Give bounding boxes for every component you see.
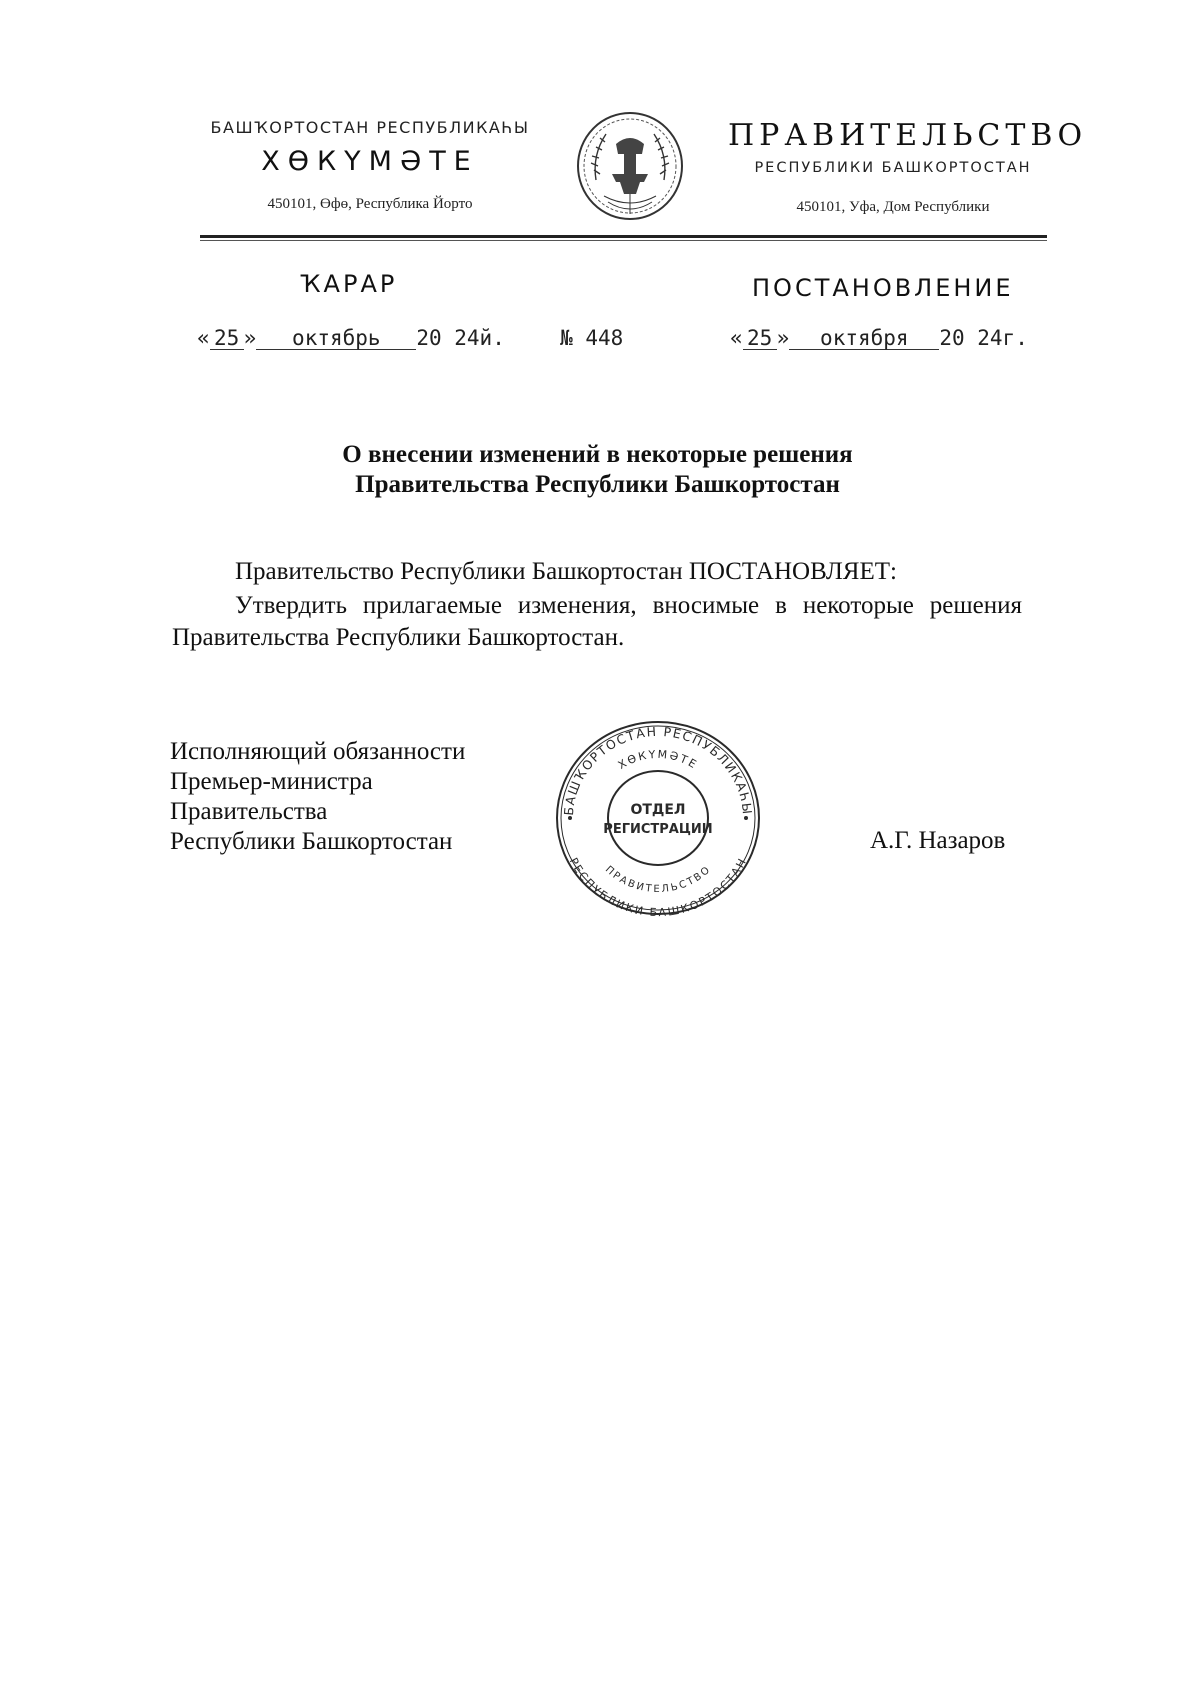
date-right-year-prefix: 20 bbox=[939, 326, 965, 350]
header-divider-thick bbox=[200, 235, 1047, 238]
signature-position-line1: Исполняющий обязанности bbox=[170, 738, 466, 765]
stamp-center-line2: РЕГИСТРАЦИИ bbox=[603, 822, 713, 837]
stamp-star-left-icon bbox=[568, 816, 572, 820]
date-right-day: 25 bbox=[743, 327, 777, 350]
stamp-outer-bottom-text: РЕСПУБЛИКИ БАШКОРТОСТАН bbox=[566, 855, 750, 918]
body-paragraph-2: Утвердить прилагаемые изменения, вносимые в некоторые решения Правительства Республики Башкортостан. bbox=[172, 592, 1022, 651]
document-title bbox=[200, 440, 995, 500]
header-left-republic: БАШҠОРТОСТАН РЕСПУБЛИКАҺЫ bbox=[210, 118, 530, 137]
document-title-line2: Правительства Республики Башкортостан bbox=[355, 471, 840, 498]
stamp-outer-top-text: БАШҠОРТОСТАН РЕСПУБЛИКАҺЫ bbox=[560, 723, 756, 817]
stamp-inner-bottom-text: ПРАВИТЕЛЬСТВО bbox=[602, 864, 714, 896]
svg-text:ПРАВИТЕЛЬСТВО bbox=[603, 865, 714, 896]
stamp-center-line1: ОТДЕЛ bbox=[630, 802, 686, 818]
number-sign: № bbox=[560, 326, 573, 350]
date-left-year-prefix: 20 bbox=[416, 326, 442, 350]
body-paragraph-1: Правительство Республики Башкортостан ПОСТАНОВЛЯЕТ: bbox=[235, 558, 897, 585]
doc-type-bashkir: ҠАРАР bbox=[300, 270, 398, 298]
coat-of-arms-icon bbox=[574, 110, 686, 226]
stamp-inner-top-text: ХӨКҮМӘТЕ bbox=[615, 747, 701, 772]
svg-text:ХӨКҮМӘТЕ bbox=[616, 748, 700, 772]
date-left-year-suffix: 24й. bbox=[454, 326, 505, 350]
date-right bbox=[730, 326, 1028, 350]
date-right-close-quote: » bbox=[776, 326, 790, 350]
header-left-address: 450101, Өфө, Республика Йорто bbox=[267, 196, 473, 212]
header-left-government: ХӨКҮМӘТЕ bbox=[261, 146, 479, 177]
date-left-day: 25 bbox=[210, 327, 244, 350]
signature-position-line4: Республики Башкортостан bbox=[170, 828, 453, 855]
date-left-close-quote: » bbox=[243, 326, 257, 350]
date-right-month: октября bbox=[789, 327, 939, 350]
signature-position-line2: Премьер-министра bbox=[170, 768, 373, 795]
date-left-month: октябрь bbox=[256, 327, 416, 350]
header-divider-thin bbox=[200, 240, 1047, 241]
date-left-open-quote: « bbox=[197, 326, 210, 350]
header-right-address: 450101, Уфа, Дом Республики bbox=[796, 199, 990, 215]
document-number bbox=[560, 326, 623, 350]
doc-type-russian: ПОСТАНОВЛЕНИЕ bbox=[752, 274, 1014, 302]
document-title-line1: О внесении изменений в некоторые решения bbox=[342, 441, 853, 468]
date-right-year-suffix: 24г. bbox=[977, 326, 1028, 350]
header-right-republic: РЕСПУБЛИКИ БАШКОРТОСТАН bbox=[754, 160, 1032, 176]
signatory-name: А.Г. Назаров bbox=[870, 827, 1006, 854]
number-value: 448 bbox=[585, 326, 624, 350]
date-left bbox=[197, 326, 505, 350]
signature-position-line3: Правительства bbox=[170, 798, 328, 825]
header-right-government: ПРАВИТЕЛЬСТВО bbox=[728, 118, 1088, 153]
registration-stamp bbox=[553, 718, 763, 918]
date-right-open-quote: « bbox=[730, 326, 743, 350]
stamp-star-right-icon bbox=[744, 816, 748, 820]
signature-position bbox=[170, 737, 465, 857]
